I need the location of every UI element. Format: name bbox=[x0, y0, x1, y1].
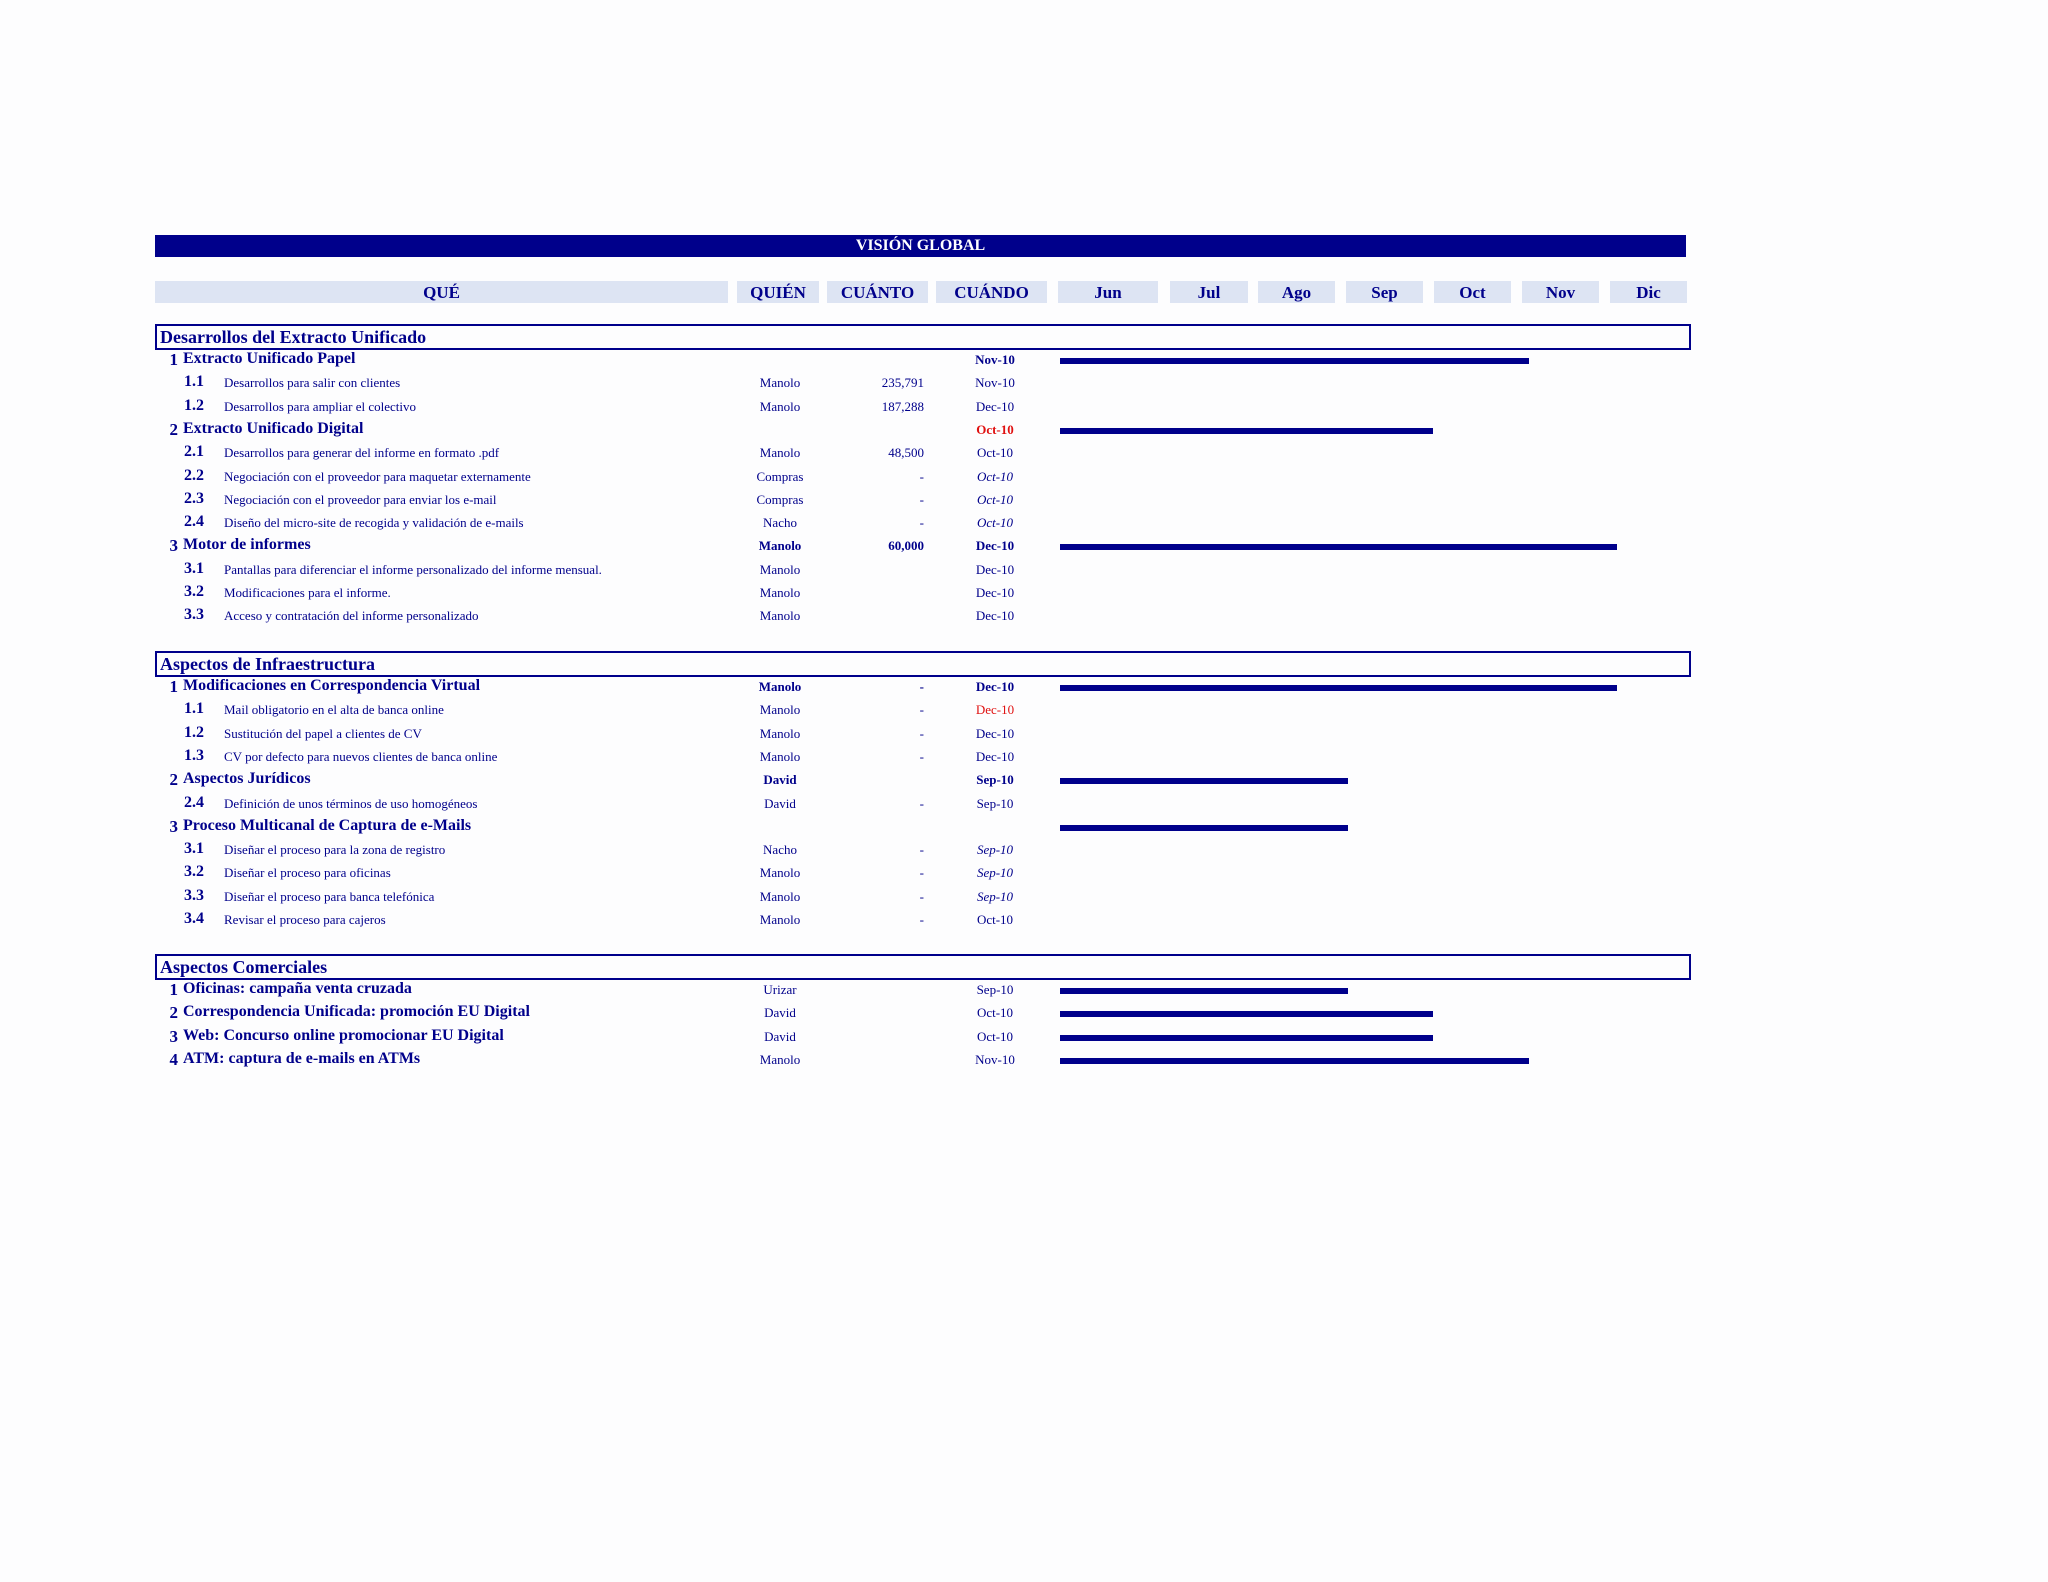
due-date-cell: Nov-10 bbox=[975, 375, 1015, 391]
subtask-number: 2.2 bbox=[184, 466, 204, 484]
amount-cell: - bbox=[919, 842, 924, 858]
task-row bbox=[0, 1050, 2048, 1073]
subtask-name: Negociación con el proveedor para maquetar externamente bbox=[224, 468, 531, 484]
subtask-name: Pantallas para diferenciar el informe personalizado del informe mensual. bbox=[224, 561, 602, 577]
subtask-number: 2.1 bbox=[184, 443, 204, 461]
task-number: 1 bbox=[169, 350, 178, 369]
subtask-name: Diseño del micro-site de recogida y validación de e-mails bbox=[224, 515, 524, 531]
owner-cell: Manolo bbox=[759, 585, 801, 600]
gantt-bar bbox=[1060, 358, 1529, 364]
task-name: ATM: captura de e-mails en ATMs bbox=[183, 1049, 421, 1067]
owner-cell: Manolo bbox=[759, 608, 801, 624]
subtask-number: 2.4 bbox=[184, 513, 204, 531]
gantt-bar bbox=[1060, 685, 1617, 691]
owner-cell: Compras bbox=[756, 491, 804, 507]
task-number: 1 bbox=[169, 980, 178, 999]
header-quien: QUIÉN bbox=[737, 281, 819, 303]
subtask-name: Desarrollos para salir con clientes bbox=[224, 375, 401, 391]
owner-cell: Urizar bbox=[763, 982, 797, 997]
subtask-number: 1.2 bbox=[184, 396, 204, 414]
subtask-row bbox=[0, 397, 2048, 420]
owner-cell: David bbox=[764, 1028, 796, 1044]
gantt-bar bbox=[1060, 1011, 1433, 1017]
task-name: Modificaciones en Correspondencia Virtual bbox=[183, 677, 481, 694]
due-date-cell: Oct-10 bbox=[976, 468, 1014, 484]
owner-cell: Manolo bbox=[759, 1051, 801, 1067]
due-date-cell: Nov-10 bbox=[975, 1051, 1015, 1067]
task-row bbox=[0, 420, 2048, 443]
subtask-row bbox=[0, 887, 2048, 910]
subtask-row bbox=[0, 373, 2048, 396]
gantt-bar bbox=[1060, 1058, 1529, 1064]
subtask-row bbox=[0, 747, 2048, 770]
subtask-number: 1.1 bbox=[184, 700, 204, 718]
due-date-cell: Oct-10 bbox=[976, 445, 1014, 461]
task-name: Oficinas: campaña venta cruzada bbox=[183, 980, 412, 997]
subtask-row bbox=[0, 606, 2048, 629]
subtask-name: Desarrollos para ampliar el colectivo bbox=[224, 398, 417, 414]
owner-cell: Manolo bbox=[759, 888, 801, 904]
owner-cell: Manolo bbox=[759, 912, 801, 927]
task-number: 2 bbox=[169, 419, 178, 439]
amount-cell: - bbox=[919, 468, 924, 484]
task-name: Aspectos Jurídicos bbox=[183, 770, 311, 788]
subtask-row bbox=[0, 513, 2048, 536]
due-date-cell: Dec-10 bbox=[975, 702, 1015, 718]
subtask-row bbox=[0, 490, 2048, 513]
due-date-cell: Dec-10 bbox=[975, 748, 1015, 764]
subtask-number: 2.3 bbox=[184, 489, 204, 507]
owner-cell: Manolo bbox=[759, 445, 801, 461]
subtask-row bbox=[0, 700, 2048, 723]
due-date-cell: Oct-10 bbox=[976, 1005, 1014, 1021]
due-date-cell: Oct-10 bbox=[976, 491, 1014, 507]
due-date-cell: Sep-10 bbox=[976, 865, 1014, 881]
task-row bbox=[0, 1027, 2048, 1050]
due-date-cell: Sep-10 bbox=[976, 772, 1014, 788]
subtask-number: 3.3 bbox=[184, 886, 204, 904]
subtask-name: Sustitución del papel a clientes de CV bbox=[224, 725, 422, 741]
owner-cell: Manolo bbox=[759, 398, 801, 414]
amount-cell: - bbox=[919, 515, 924, 531]
task-name: Extracto Unificado Papel bbox=[183, 350, 356, 367]
due-date-cell: Oct-10 bbox=[976, 1028, 1014, 1044]
due-date-cell: Dec-10 bbox=[975, 608, 1015, 624]
task-row bbox=[0, 980, 2048, 1003]
subtask-row bbox=[0, 794, 2048, 817]
task-number: 2 bbox=[169, 770, 178, 790]
due-date-cell: Oct-10 bbox=[976, 515, 1014, 531]
gantt-bar bbox=[1060, 1035, 1433, 1041]
due-date-cell: Sep-10 bbox=[976, 888, 1014, 904]
task-number: 3 bbox=[169, 1026, 178, 1046]
task-number: 2 bbox=[169, 1003, 178, 1023]
subtask-name: Mail obligatorio en el alta de banca online bbox=[224, 702, 444, 718]
due-date-cell: Oct-10 bbox=[976, 421, 1014, 437]
subtask-row bbox=[0, 560, 2048, 583]
header-month-dic: Dic bbox=[1610, 281, 1687, 303]
task-name: Correspondencia Unificada: promoción EU Digital bbox=[183, 1003, 530, 1021]
owner-cell: Manolo bbox=[759, 865, 801, 881]
subtask-row bbox=[0, 863, 2048, 886]
owner-cell: David bbox=[764, 795, 796, 811]
subtask-number: 3.2 bbox=[184, 863, 204, 881]
amount-cell: - bbox=[919, 491, 924, 507]
owner-cell: Nacho bbox=[763, 842, 797, 858]
owner-cell: Manolo bbox=[759, 748, 801, 764]
subtask-name: Negociación con el proveedor para enviar los e-mail bbox=[224, 491, 497, 507]
amount-cell: - bbox=[919, 725, 924, 741]
subtask-name: Revisar el proceso para cajeros bbox=[224, 912, 386, 927]
amount-cell: 187,288 bbox=[881, 398, 924, 414]
header-que: QUÉ bbox=[155, 281, 728, 303]
header-month-jun: Jun bbox=[1058, 281, 1158, 303]
due-date-cell: Nov-10 bbox=[975, 352, 1015, 367]
subtask-name: Definición de unos términos de uso homogéneos bbox=[224, 795, 478, 811]
owner-cell: Nacho bbox=[763, 515, 797, 531]
owner-cell: Manolo bbox=[759, 561, 801, 577]
amount-cell: - bbox=[919, 702, 924, 718]
task-row bbox=[0, 1003, 2048, 1026]
owner-cell: David bbox=[763, 772, 797, 788]
task-number: 3 bbox=[169, 816, 178, 836]
task-name: Proceso Multicanal de Captura de e-Mails bbox=[183, 816, 472, 834]
subtask-number: 1.3 bbox=[184, 746, 204, 764]
subtask-name: Modificaciones para el informe. bbox=[224, 585, 391, 600]
subtask-row bbox=[0, 724, 2048, 747]
subtask-name: Diseñar el proceso para la zona de registro bbox=[224, 842, 446, 858]
task-name: Web: Concurso online promocionar EU Digital bbox=[183, 1026, 504, 1044]
subtask-number: 3.3 bbox=[184, 606, 204, 624]
gantt-bar bbox=[1060, 988, 1348, 994]
amount-cell: - bbox=[919, 795, 924, 811]
section-header: Desarrollos del Extracto Unificado bbox=[155, 324, 1691, 350]
due-date-cell: Sep-10 bbox=[976, 982, 1014, 997]
gantt-bar bbox=[1060, 825, 1348, 831]
task-row bbox=[0, 817, 2048, 840]
subtask-number: 1.2 bbox=[184, 723, 204, 741]
subtask-row bbox=[0, 443, 2048, 466]
subtask-number: 3.2 bbox=[184, 583, 204, 600]
header-month-jul: Jul bbox=[1170, 281, 1248, 303]
amount-cell: - bbox=[919, 865, 924, 881]
due-date-cell: Sep-10 bbox=[976, 795, 1014, 811]
section-header: Aspectos de Infraestructura bbox=[155, 651, 1691, 677]
task-number: 4 bbox=[169, 1049, 178, 1069]
owner-cell: Manolo bbox=[759, 725, 801, 741]
subtask-name: Desarrollos para generar del informe en formato .pdf bbox=[224, 445, 500, 461]
subtask-row bbox=[0, 467, 2048, 490]
owner-cell: Manolo bbox=[759, 702, 801, 718]
subtask-number: 3.1 bbox=[184, 559, 204, 577]
amount-cell: - bbox=[919, 912, 924, 927]
due-date-cell: Dec-10 bbox=[975, 725, 1015, 741]
subtask-number: 2.4 bbox=[184, 793, 204, 811]
task-row bbox=[0, 770, 2048, 793]
task-number: 1 bbox=[169, 677, 178, 696]
task-row bbox=[0, 677, 2048, 700]
subtask-row bbox=[0, 583, 2048, 606]
due-date-cell: Sep-10 bbox=[976, 842, 1014, 858]
task-name: Motor de informes bbox=[183, 536, 311, 554]
gantt-bar bbox=[1060, 428, 1433, 434]
section-header: Aspectos Comerciales bbox=[155, 954, 1691, 980]
header-cuando: CUÁNDO bbox=[936, 281, 1047, 303]
task-name: Extracto Unificado Digital bbox=[183, 419, 364, 437]
task-row bbox=[0, 536, 2048, 559]
subtask-name: Diseñar el proceso para oficinas bbox=[224, 865, 391, 881]
subtask-name: Acceso y contratación del informe personalizado bbox=[224, 608, 479, 624]
task-row bbox=[0, 350, 2048, 373]
amount-cell: 235,791 bbox=[881, 375, 924, 391]
due-date-cell: Dec-10 bbox=[975, 561, 1015, 577]
due-date-cell: Dec-10 bbox=[975, 585, 1015, 600]
subtask-row bbox=[0, 910, 2048, 933]
amount-cell: 48,500 bbox=[888, 445, 924, 461]
header-month-sep: Sep bbox=[1346, 281, 1423, 303]
due-date-cell: Dec-10 bbox=[975, 679, 1015, 694]
gantt-bar bbox=[1060, 778, 1348, 784]
subtask-number: 1.1 bbox=[184, 373, 204, 391]
subtask-row bbox=[0, 840, 2048, 863]
subtask-name: CV por defecto para nuevos clientes de banca online bbox=[224, 748, 498, 764]
amount-cell: 60,000 bbox=[888, 538, 924, 554]
amount-cell: - bbox=[919, 679, 924, 694]
subtask-name: Diseñar el proceso para banca telefónica bbox=[224, 888, 435, 904]
owner-cell: David bbox=[764, 1005, 796, 1021]
owner-cell: Manolo bbox=[759, 375, 801, 391]
owner-cell: Manolo bbox=[758, 679, 802, 694]
owner-cell: Manolo bbox=[758, 538, 802, 554]
page-title: VISIÓN GLOBAL bbox=[155, 235, 1686, 257]
due-date-cell: Oct-10 bbox=[976, 912, 1014, 927]
header-month-ago: Ago bbox=[1258, 281, 1335, 303]
amount-cell: - bbox=[919, 888, 924, 904]
subtask-number: 3.4 bbox=[184, 910, 204, 927]
header-month-nov: Nov bbox=[1522, 281, 1599, 303]
task-number: 3 bbox=[169, 536, 178, 556]
owner-cell: Compras bbox=[756, 468, 804, 484]
due-date-cell: Dec-10 bbox=[975, 538, 1015, 554]
gantt-bar bbox=[1060, 544, 1617, 550]
header-cuanto: CUÁNTO bbox=[827, 281, 928, 303]
amount-cell: - bbox=[919, 748, 924, 764]
subtask-number: 3.1 bbox=[184, 840, 204, 858]
header-month-oct: Oct bbox=[1434, 281, 1511, 303]
due-date-cell: Dec-10 bbox=[975, 398, 1015, 414]
